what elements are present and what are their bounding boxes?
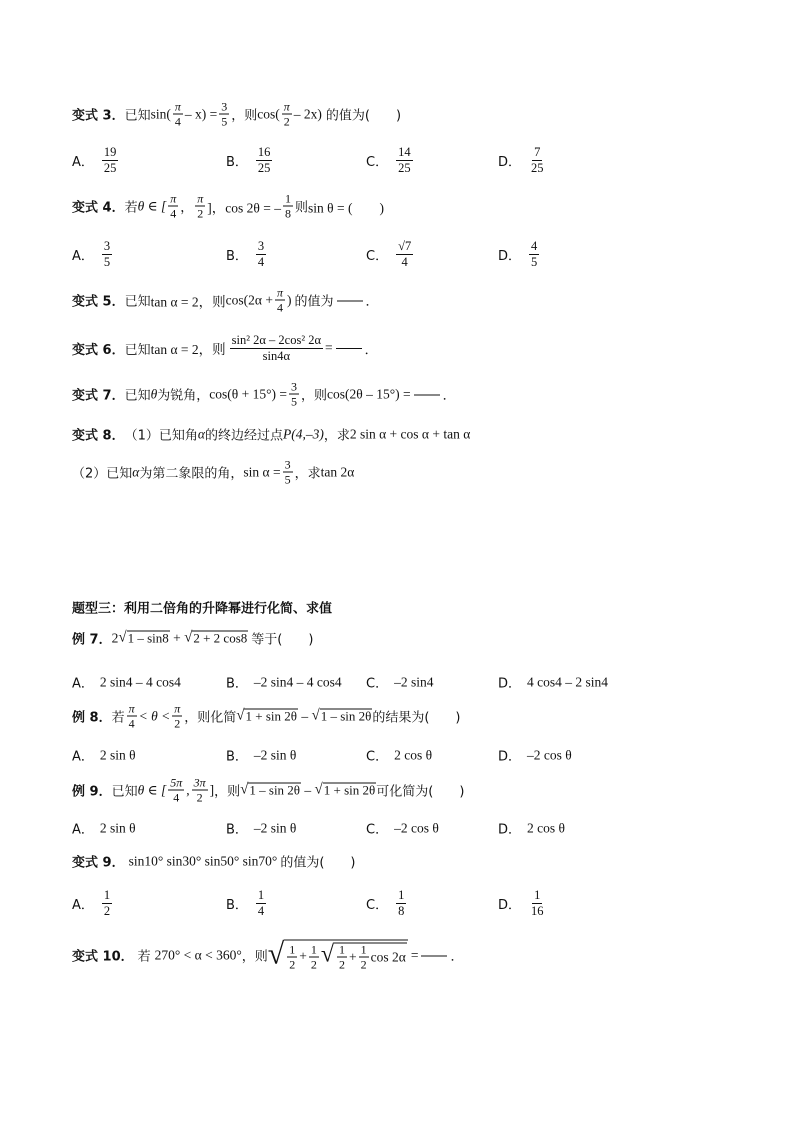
variant3-label: 变式 3． [72, 108, 125, 124]
example8-option-d: D． –2 cos θ [498, 747, 572, 765]
variant3-question [72, 101, 401, 128]
math: – 2x) [293, 106, 322, 121]
variant9-option-c: C． $\frac{1}{8}$ [366, 888, 405, 918]
variant3-option-d: D． $\frac{7}{25}$ [498, 145, 544, 175]
math: sin( [150, 106, 171, 121]
variant4-option-d: D． $\frac{4}{5}$ [498, 239, 538, 269]
variant4-option-b: B． $\frac{3}{4}$ [226, 239, 265, 269]
variant5-question: 变式 5． 已知 tan α = 2，则 cos(2α + $\frac{\pi}{4}$ ) 的值为 ． [72, 285, 379, 315]
variant4-option-a: A． $\frac{3}{5}$ [72, 239, 111, 269]
answer-blank [414, 393, 440, 395]
variant7-label: 变式 7． [72, 388, 125, 404]
answer-blank [336, 347, 362, 349]
example9-question: 例 9． 已知 θ ∈ [ $\frac{5\pi}{4}$ , $\frac{3\pi}{2}$ ] ，则 √ 1 – sin 2θ – √ 1 + sin 2θ 可化简为( ) [72, 775, 465, 805]
variant6-label: 变式 6． [72, 342, 125, 358]
example9-option-c: C． –2 cos θ [366, 820, 439, 838]
variant4-question: 变式 4． 若 θ ∈ [ $\frac{\pi}{4}$ ， $\frac{\pi}{2}$ ]，cos 2θ = – $\frac{1}{8}$ 则 sin θ = ( ) [72, 191, 384, 221]
example8-label: 例 8． [72, 710, 112, 726]
variant3-option-a: A． $\frac{19}{25}$ [72, 145, 117, 175]
math: cos( [257, 106, 280, 121]
variant7-question: 变式 7． 已知 θ 为锐角， cos(θ + 15°) = $\frac{3}{5}$ ，则 cos(2θ – 15°) = ． [72, 379, 456, 409]
example7-label: 例 7． [72, 632, 112, 648]
variant9-question: 变式 9． sin10° sin30° sin50° sin70° 的值为( ) [72, 853, 356, 871]
variant9-label: 变式 9． [72, 855, 125, 871]
answer-blank [421, 954, 447, 956]
example7-option-a: A． 2 sin4 – 4 cos4 [72, 674, 181, 692]
variant4-option-c: C． $\frac{√7}{4}$ [366, 239, 412, 269]
example7-option-b: B． –2 sin4 – 4 cos4 [226, 674, 342, 692]
example8-option-c: C． 2 cos θ [366, 747, 433, 765]
fraction: $\frac{\pi}{2}$ [283, 99, 290, 129]
variant4-label: 变式 4． [72, 200, 125, 216]
variant9-option-a: A． $\frac{1}{2}$ [72, 888, 111, 918]
example7-option-d: D． 4 cos4 – 2 sin4 [498, 674, 609, 692]
text: 若 [124, 200, 138, 216]
variant9-option-d: D． $\frac{1}{16}$ [498, 888, 544, 918]
variant5-label: 变式 5． [72, 294, 125, 310]
text: 已知 [124, 108, 151, 124]
answer-blank [337, 299, 363, 301]
example7-option-c: C． –2 sin4 [366, 674, 434, 692]
example9-option-d: D． 2 cos θ [498, 820, 565, 838]
example8-option-b: B． –2 sin θ [226, 747, 297, 765]
variant8-label: 变式 8． [72, 428, 125, 444]
math: – x) = [184, 106, 218, 121]
example9-option-b: B． –2 sin θ [226, 820, 297, 838]
example9-option-a: A． 2 sin θ [72, 820, 136, 838]
math: ]，cos 2θ = – [207, 200, 281, 215]
fraction: $\frac{\pi}{4}$ [174, 99, 181, 129]
square-root: √ 2 + 2 cos8 [184, 629, 248, 646]
variant8-part1: 变式 8． （1）已知角 α 的终边经过点 P(4,–3) ，求 2 sin α + cos α + tan α [72, 426, 471, 444]
text: 的值为( ) [325, 108, 402, 124]
example7-question: 例 7． 2 √ 1 – sin8 + √ 2 + 2 cos8 等于( ) [72, 629, 314, 648]
example8-option-a: A． 2 sin θ [72, 747, 136, 765]
variant6-question: 变式 6． 已知 tan α = 2，则 $\frac{\text{sin² 2α – 2cos² 2α}}{\sin 4\alpha}$ = ． [72, 333, 378, 363]
square-root: √ 1 – sin8 [118, 629, 169, 646]
section-title: 题型三：利用二倍角的升降幂进行化简、求值 [72, 601, 333, 617]
example8-question: 例 8． 若 $\frac{\pi}{4}$ < θ < $\frac{\pi}{2}$ ，则化简 √ 1 + sin 2θ – √ 1 – sin 2θ 的结果为( ) [72, 701, 461, 731]
variant3-option-b: B． $\frac{16}{25}$ [226, 145, 271, 175]
variant10-question: 变式 10． 若 270° < α < 360° ，则 √ $\frac{1}{2}$ + $\frac{1}{2}$ √ $\frac{1}{2}$ + $\frac{1}{2}$ cos 2α = ． [72, 937, 464, 972]
math: θ ∈ [ [137, 198, 167, 213]
variant10-label: 变式 10． [72, 949, 134, 965]
example9-label: 例 9． [72, 784, 112, 800]
text: ，则 [231, 108, 258, 124]
fraction: $\frac{3}{5}$ [221, 99, 228, 129]
variant8-part2: （2）已知 α 为第二象限的角， sin α = $\frac{3}{5}$ ，求 tan 2α [72, 457, 355, 487]
variant3-option-c: C． $\frac{14}{25}$ [366, 145, 411, 175]
variant9-option-b: B． $\frac{1}{4}$ [226, 888, 265, 918]
nested-square-root: √ $\frac{1}{2}$ + $\frac{1}{2}$ √ $\frac{1}{2}$ + $\frac{1}{2}$ cos 2α [267, 937, 406, 972]
